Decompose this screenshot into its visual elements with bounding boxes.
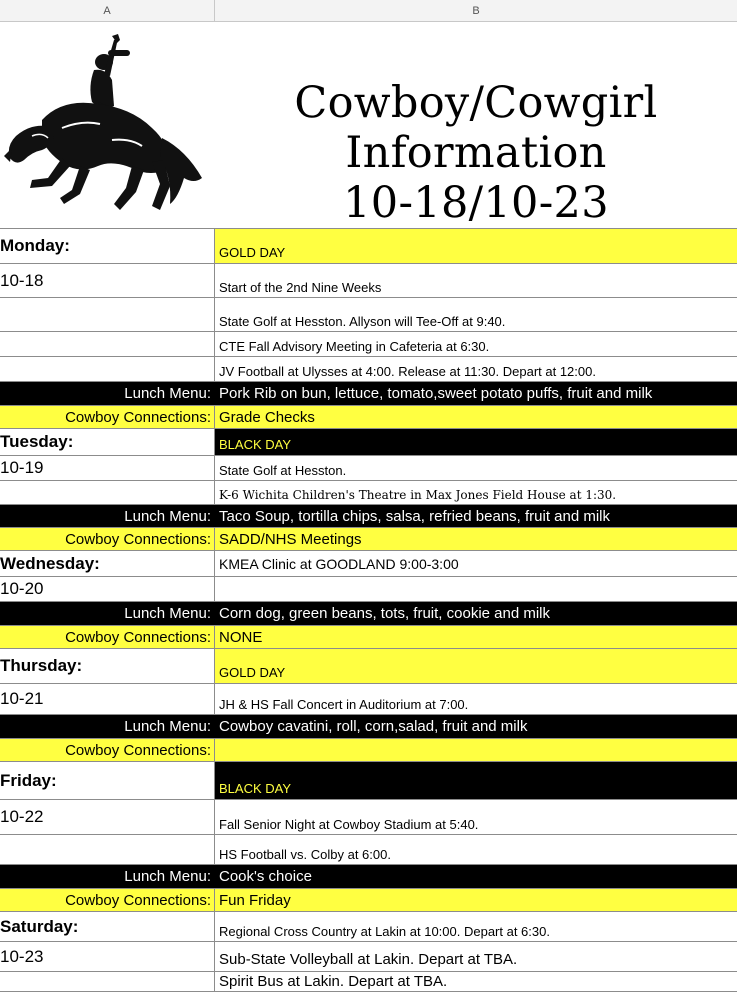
wednesday-lunch[interactable]: Corn dog, green beans, tots, fruit, cookie and milk <box>219 605 551 622</box>
tuesday-label[interactable]: Tuesday: <box>0 429 215 455</box>
thursday-row[interactable] <box>0 649 737 684</box>
monday-date[interactable]: 10-18 <box>0 264 215 297</box>
saturday-event-1[interactable]: Regional Cross Country at Lakin at 10:00. Depart at 6:30. <box>219 924 550 939</box>
tuesday-connections-row[interactable] <box>0 528 737 551</box>
wednesday-lunch-row[interactable] <box>0 602 737 626</box>
title-line-2: Information <box>345 128 607 178</box>
monday-date-row[interactable] <box>0 264 737 298</box>
wednesday-date[interactable]: 10-20 <box>0 577 215 601</box>
title-line-1: Cowboy/Cowgirl <box>294 78 658 128</box>
thursday-event-1[interactable]: JH & HS Fall Concert in Auditorium at 7:00. <box>219 697 469 712</box>
friday-event-row[interactable] <box>0 835 737 865</box>
saturday-date-row[interactable] <box>0 942 737 972</box>
saturday-event-2[interactable]: Sub-State Volleyball at Lakin. Depart at TBA. <box>219 951 518 968</box>
friday-label[interactable]: Friday: <box>0 762 215 799</box>
tuesday-connections[interactable]: SADD/NHS Meetings <box>219 530 362 548</box>
thursday-label[interactable]: Thursday: <box>0 649 215 683</box>
lunch-menu-label[interactable]: Lunch Menu: <box>0 382 215 405</box>
tuesday-event-2[interactable]: K-6 Wichita Children's Theatre in Max Jones Field House at 1:30. <box>219 488 617 502</box>
tuesday-event-row[interactable] <box>0 481 737 505</box>
monday-event-2[interactable]: State Golf at Hesston. Allyson will Tee-Off at 9:40. <box>219 314 506 329</box>
title-line-3: 10-18/10-23 <box>343 178 609 228</box>
monday-lunch[interactable]: Pork Rib on bun, lettuce, tomato,sweet potato puffs, fruit and milk <box>219 385 653 402</box>
monday-event-row[interactable] <box>0 298 737 332</box>
saturday-date[interactable]: 10-23 <box>0 942 215 971</box>
tuesday-date-row[interactable] <box>0 456 737 481</box>
wednesday-event-1[interactable]: KMEA Clinic at GOODLAND 9:00-3:00 <box>219 555 459 572</box>
monday-event-3[interactable]: CTE Fall Advisory Meeting in Cafeteria at 6:30. <box>219 339 490 354</box>
monday-label[interactable]: Monday: <box>0 229 215 263</box>
cowboy-connections-label[interactable]: Cowboy Connections: <box>0 406 215 428</box>
tuesday-lunch-row[interactable] <box>0 505 737 528</box>
monday-event-4[interactable]: JV Football at Ulysses at 4:00. Release at 11:30. Depart at 12:00. <box>219 364 596 379</box>
thursday-lunch[interactable]: Cowboy cavatini, roll, corn,salad, fruit and milk <box>219 718 528 735</box>
wednesday-connections-row[interactable] <box>0 626 737 649</box>
lunch-menu-label[interactable]: Lunch Menu: <box>0 602 215 625</box>
monday-connections[interactable]: Grade Checks <box>219 408 315 426</box>
tuesday-event-1[interactable]: State Golf at Hesston. <box>219 463 347 478</box>
friday-event-1[interactable]: Fall Senior Night at Cowboy Stadium at 5:40. <box>219 817 479 832</box>
monday-event-row[interactable] <box>0 332 737 357</box>
friday-lunch-row[interactable] <box>0 865 737 889</box>
cowboy-connections-label[interactable]: Cowboy Connections: <box>0 739 215 761</box>
monday-event-row[interactable] <box>0 357 737 382</box>
monday-connections-row[interactable] <box>0 406 737 429</box>
thursday-connections-row[interactable] <box>0 739 737 762</box>
friday-lunch[interactable]: Cook's choice <box>219 868 312 885</box>
column-header-b[interactable]: B <box>215 0 737 22</box>
monday-lunch-row[interactable] <box>0 382 737 406</box>
bronc-rider-logo <box>2 28 208 218</box>
friday-day-type[interactable]: BLACK DAY <box>215 762 737 799</box>
cowboy-connections-label[interactable]: Cowboy Connections: <box>0 626 215 648</box>
friday-event-2[interactable]: HS Football vs. Colby at 6:00. <box>219 847 391 862</box>
lunch-menu-label[interactable]: Lunch Menu: <box>0 715 215 738</box>
thursday-connections[interactable] <box>215 739 737 761</box>
tuesday-row[interactable] <box>0 429 737 456</box>
wednesday-row[interactable] <box>0 551 737 577</box>
cowboy-connections-label[interactable]: Cowboy Connections: <box>0 528 215 550</box>
thursday-date[interactable]: 10-21 <box>0 684 215 714</box>
saturday-event-row[interactable] <box>0 972 737 992</box>
tuesday-date[interactable]: 10-19 <box>0 456 215 480</box>
page-title <box>215 78 737 228</box>
friday-row[interactable] <box>0 762 737 800</box>
thursday-day-type[interactable]: GOLD DAY <box>215 649 737 683</box>
saturday-label[interactable]: Saturday: <box>0 912 215 941</box>
thursday-lunch-row[interactable] <box>0 715 737 739</box>
lunch-menu-label[interactable]: Lunch Menu: <box>0 865 215 888</box>
tuesday-lunch[interactable]: Taco Soup, tortilla chips, salsa, refried beans, fruit and milk <box>219 507 611 525</box>
saturday-event-3[interactable]: Spirit Bus at Lakin. Depart at TBA. <box>219 973 448 990</box>
friday-date[interactable]: 10-22 <box>0 800 215 834</box>
monday-day-type[interactable]: GOLD DAY <box>215 229 737 263</box>
cowboy-connections-label[interactable]: Cowboy Connections: <box>0 889 215 911</box>
lunch-menu-label[interactable]: Lunch Menu: <box>0 505 215 527</box>
column-header-a[interactable]: A <box>0 0 215 22</box>
wednesday-date-row[interactable] <box>0 577 737 602</box>
friday-connections[interactable]: Fun Friday <box>219 891 291 909</box>
thursday-date-row[interactable] <box>0 684 737 715</box>
friday-date-row[interactable] <box>0 800 737 835</box>
saturday-row[interactable] <box>0 912 737 942</box>
wednesday-label[interactable]: Wednesday: <box>0 551 215 576</box>
monday-row[interactable] <box>0 228 737 264</box>
monday-event-1[interactable]: Start of the 2nd Nine Weeks <box>219 280 382 295</box>
friday-connections-row[interactable] <box>0 889 737 912</box>
wednesday-connections[interactable]: NONE <box>219 628 263 646</box>
tuesday-day-type[interactable]: BLACK DAY <box>215 429 737 455</box>
